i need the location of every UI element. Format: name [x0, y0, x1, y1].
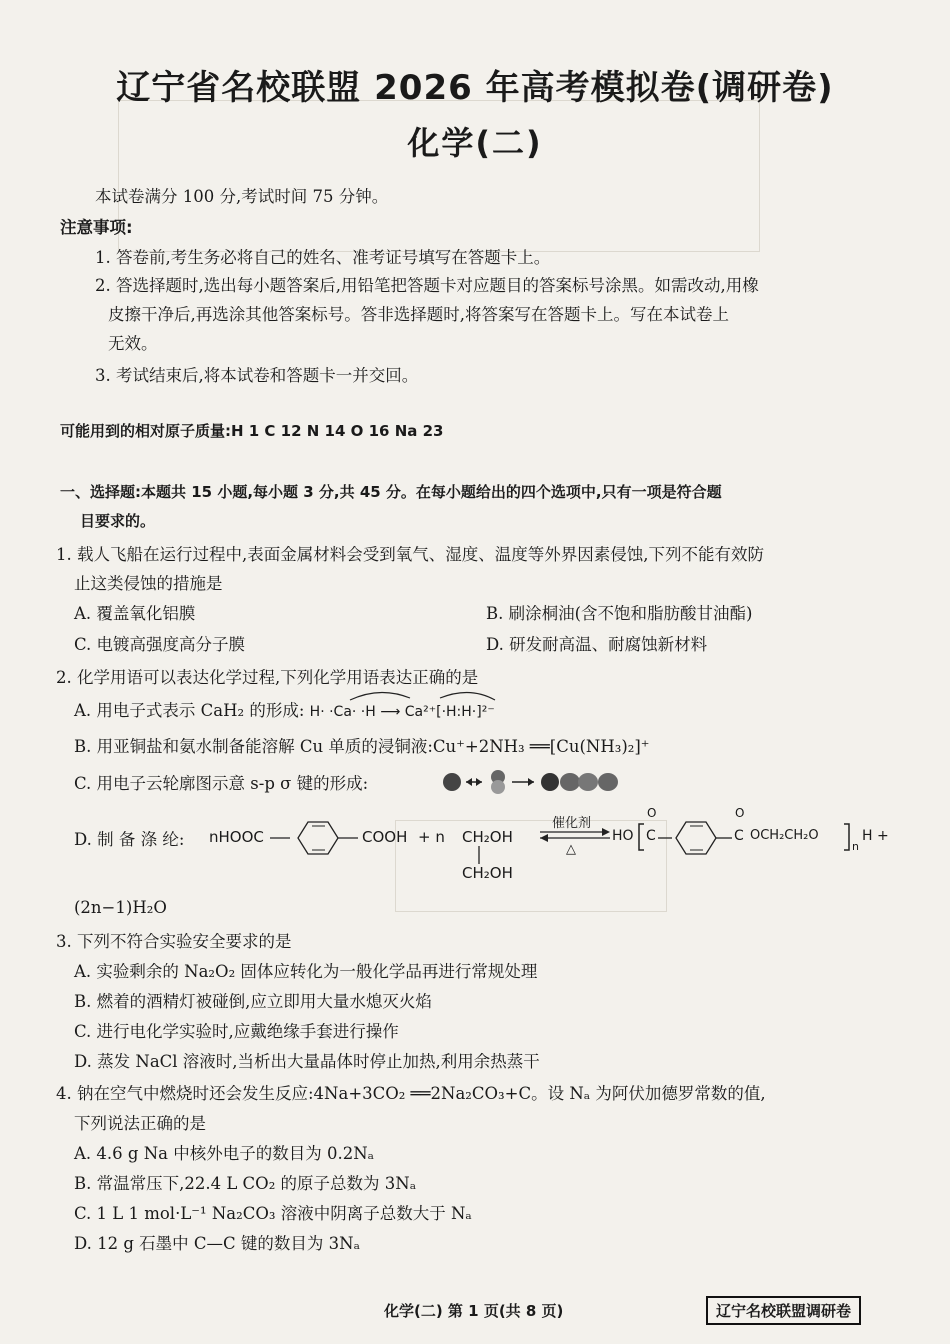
q3-stem: 3. 下列不符合实验安全要求的是 — [56, 932, 292, 951]
q3-option-d: D. 蒸发 NaCl 溶液时,当析出大量晶体时停止加热,利用余热蒸干 — [74, 1052, 540, 1071]
q2-d-glycol-top: CH₂OH — [462, 828, 513, 846]
q2-d-product-start: HO — [612, 828, 634, 844]
footer-badge: 辽宁名校联盟调研卷 — [706, 1296, 861, 1325]
notice-item-2b: 皮擦干净后,再选涂其他答案标号。答非选择题时,将答案写在答题卡上。写在本试卷上 — [108, 305, 729, 324]
q2-d-plus: + n — [418, 828, 445, 846]
q2-option-a-formula: H· ·Ca· ·H ⟶ Ca²⁺[·H:H·]²⁻ — [309, 704, 495, 720]
atomic-masses: 可能用到的相对原子质量:H 1 C 12 N 14 O 16 Na 23 — [60, 422, 444, 440]
q1-option-a: A. 覆盖氧化铝膜 — [74, 604, 196, 623]
q2-d-product-c1: C — [646, 828, 656, 844]
q1-option-b: B. 刷涂桐油(含不饱和脂肪酸甘油酯) — [486, 604, 753, 623]
benzene-ring-2 — [658, 818, 738, 858]
q2-d-product-tail: OCH₂CH₂O — [750, 828, 819, 843]
section-heading: 一、选择题:本题共 15 小题,每小题 3 分,共 45 分。在每小题给出的四个选项中,只有一项是符合题 — [60, 483, 722, 501]
q4-stem-2: 下列说法正确的是 — [74, 1114, 206, 1133]
q4-stem: 4. 钠在空气中燃烧时还会发生反应:4Na+3CO₂ ══2Na₂CO₃+C。设 Nₐ 为阿伏加德罗常数的值, — [56, 1084, 766, 1103]
q3-option-b: B. 燃着的酒精灯被碰倒,应立即用大量水熄灭火焰 — [74, 992, 432, 1011]
q2-option-a-text: A. 用电子式表示 CaH₂ 的形成: — [74, 701, 305, 720]
q1-option-c: C. 电镀高强度高分子膜 — [74, 635, 246, 654]
q2-option-c: C. 用电子云轮廓图示意 s-p σ 键的形成: — [74, 774, 369, 793]
q2-option-b: B. 用亚铜盐和氨水制备能溶解 Cu 单质的浸铜液:Cu⁺+2NH₃ ══[Cu(NH₃)₂]⁺ — [74, 737, 650, 756]
polymer-bracket-left — [636, 822, 646, 852]
q2-d-product-o1: O — [647, 806, 657, 820]
q2-d-product-c2: C — [734, 828, 744, 844]
q2-d-reactant1: nHOOC — [209, 828, 264, 846]
page-subtitle: 化学(二) — [407, 124, 543, 162]
q3-option-c: C. 进行电化学实验时,应戴绝缘手套进行操作 — [74, 1022, 399, 1041]
section-heading-2: 目要求的。 — [80, 512, 156, 530]
q2-option-d-label: D. 制 备 涤 纶: — [74, 830, 185, 849]
q2-d-catalyst: 催化剂 — [552, 816, 592, 831]
notice-item-2: 2. 答选择题时,选出每小题答案后,用铅笔把答题卡对应题目的答案标号涂黑。如需改动,用橡 — [95, 276, 759, 295]
polymer-bracket-right — [842, 822, 852, 852]
notice-item-3: 3. 考试结束后,将本试卷和答题卡一并交回。 — [95, 366, 419, 385]
q4-option-a: A. 4.6 g Na 中核外电子的数目为 0.2Nₐ — [74, 1144, 375, 1163]
notice-item-1: 1. 答卷前,考生务必将自己的姓名、准考证号填写在答题卡上。 — [95, 248, 551, 267]
reaction-arrow — [540, 828, 612, 842]
q2-d-product-o2: O — [735, 806, 745, 820]
q2-d-glycol-bottom: CH₂OH — [462, 864, 513, 882]
q4-option-b: B. 常温常压下,22.4 L CO₂ 的原子总数为 3Nₐ — [74, 1174, 417, 1193]
notice-item-2c: 无效。 — [108, 334, 158, 353]
notice-heading: 注意事项: — [60, 218, 133, 237]
electron-cloud-diagram — [442, 770, 632, 794]
q2-d-h: H + — [862, 828, 889, 844]
q1-stem-2: 止这类侵蚀的措施是 — [74, 574, 223, 593]
q4-option-d: D. 12 g 石墨中 C—C 键的数目为 3Nₐ — [74, 1234, 360, 1253]
q1-stem: 1. 载人飞船在运行过程中,表面金属材料会受到氧气、湿度、温度等外界因素侵蚀,下列不能有效防 — [56, 545, 764, 564]
q2-d-heat: △ — [566, 842, 576, 857]
q3-option-a: A. 实验剩余的 Na₂O₂ 固体应转化为一般化学品再进行常规处理 — [74, 962, 538, 981]
glycol-bond — [476, 846, 482, 864]
q2-stem: 2. 化学用语可以表达化学过程,下列化学用语表达正确的是 — [56, 668, 479, 687]
page-title: 辽宁省名校联盟 2026 年高考模拟卷(调研卷) — [116, 68, 834, 108]
intro-text: 本试卷满分 100 分,考试时间 75 分钟。 — [95, 187, 389, 206]
q2-d-reactant1-end: COOH — [362, 828, 408, 846]
page-number: 化学(二) 第 1 页(共 8 页) — [384, 1302, 564, 1320]
q2-d-water: (2n−1)H₂O — [74, 898, 167, 917]
q2-d-n: n — [852, 840, 859, 853]
benzene-ring-1 — [270, 818, 360, 858]
q1-option-d: D. 研发耐高温、耐腐蚀新材料 — [486, 635, 708, 654]
electron-transfer-arrows — [340, 688, 510, 702]
q4-option-c: C. 1 L 1 mol·L⁻¹ Na₂CO₃ 溶液中阴离子总数大于 Nₐ — [74, 1204, 472, 1223]
